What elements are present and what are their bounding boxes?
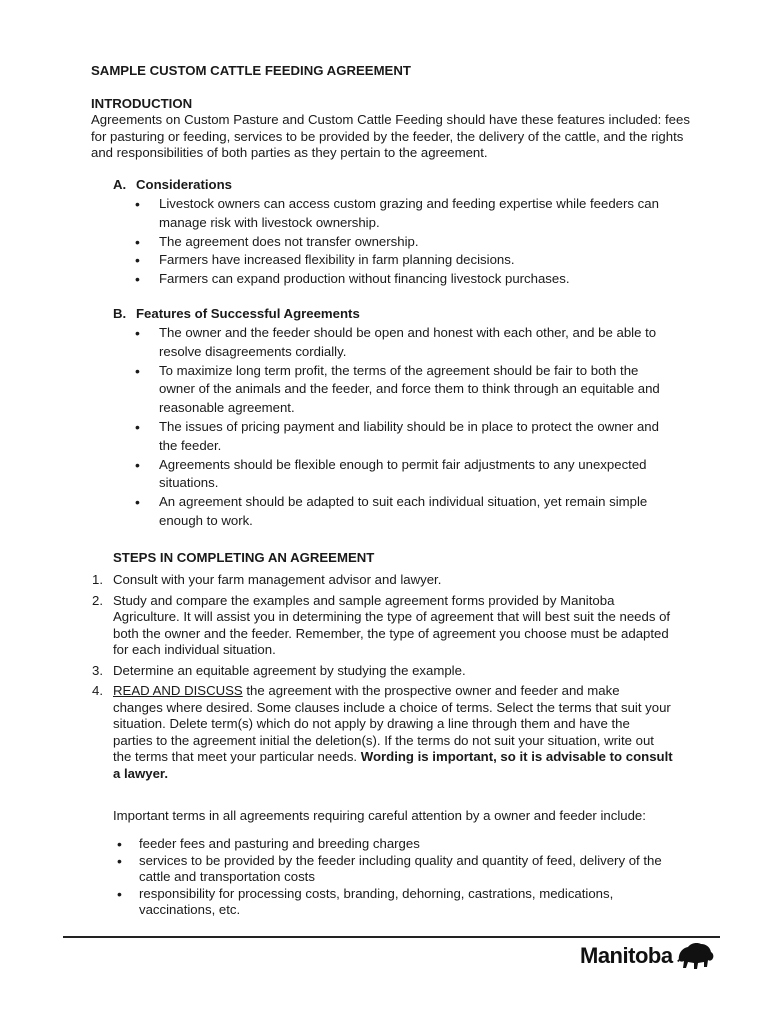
list-item: • feeder fees and pasturing and breeding charges (139, 836, 679, 853)
list-item: • Farmers can expand production without financing livestock purchases. (159, 270, 669, 289)
section-b-title: Features of Successful Agreements (136, 306, 360, 321)
list-item: • To maximize long term profit, the terms of the agreement should be fair to both the owner of the animals and the feeder, and force them to think through an equitable and reasonable agreement. (159, 362, 674, 418)
step-item (92, 572, 673, 589)
step-number: 2. (92, 592, 103, 608)
section-b-letter: B. (113, 306, 127, 321)
list-item: • Farmers have increased flexibility in farm planning decisions. (159, 251, 669, 270)
step-item (92, 662, 673, 680)
step-text: the agreement with the prospective owner and feeder and make changes where desired. Some clauses include a choice of terms. Select the terms that suit your situation. Delete term(s) which do not apply by drawing a line through them and have the parties to the agreement initial the deletion(s). If the terms do not suit your situation, write out the terms that meet your particular needs. (113, 683, 671, 764)
list-item: • services to be provided by the feeder including quality and quantity of feed, delivery of the cattle and transportation costs (139, 853, 679, 886)
step-text: Determine an equitable agreement by studying the example. (113, 662, 466, 678)
step-number: 4. (92, 683, 103, 698)
introduction-heading: INTRODUCTION (91, 96, 193, 111)
important-terms-intro: Important terms in all agreements requiring careful attention by a owner and feeder include: (113, 808, 646, 823)
section-a-heading (113, 177, 232, 194)
footer-divider (63, 936, 720, 938)
step-number: 3. (92, 662, 103, 678)
step-item (92, 592, 673, 659)
document-title: SAMPLE CUSTOM CATTLE FEEDING AGREEMENT (91, 63, 411, 78)
section-b-heading (113, 306, 360, 323)
manitoba-logo (580, 940, 720, 976)
step-item (92, 683, 673, 782)
list-item: • An agreement should be adapted to suit each individual situation, yet remain simple enough to work. (159, 493, 674, 531)
step-number: 1. (92, 572, 103, 587)
list-item: • Agreements should be flexible enough to permit fair adjustments to any unexpected situations. (159, 456, 674, 494)
section-a-list (159, 195, 669, 289)
logo-wordmark: Manitoba (580, 943, 673, 968)
introduction-paragraph: Agreements on Custom Pasture and Custom Cattle Feeding should have these features included: fees for pasturing or feeding, services to be provided by the feeder, the delivery of the cattle, and the rights and responsibilities of both parties as they pertain to the agreement. (91, 112, 690, 160)
important-terms-list-wrap (139, 836, 679, 919)
steps-list (92, 572, 673, 786)
list-item: • responsibility for processing costs, branding, dehorning, castrations, medications, vaccinations, etc. (139, 886, 679, 919)
list-item: • The agreement does not transfer ownership. (159, 233, 669, 252)
step-text: Study and compare the examples and sample agreement forms provided by Manitoba Agriculture. It will assist you in determining the type of agreement that will best suit the needs of both the owner and the feeder. Remember, the type of agreement you choose must be adapted for each individual situation. (113, 592, 671, 657)
section-b-list (159, 324, 674, 531)
list-item: • The issues of pricing payment and liability should be in place to protect the owner and the feeder. (159, 418, 674, 456)
section-a-title: Considerations (136, 177, 232, 192)
step-text: Consult with your farm management advisor and lawyer. (113, 572, 442, 587)
list-item: • The owner and the feeder should be open and honest with each other, and be able to resolve disagreements cordially. (159, 324, 674, 362)
list-item: • Livestock owners can access custom grazing and feeding expertise while feeders can manage risk with livestock ownership. (159, 195, 669, 233)
important-terms-list (139, 836, 679, 919)
step-bold-text: Wording is important, so it is advisable to consult a lawyer. (113, 749, 673, 781)
section-a-letter: A. (113, 177, 127, 192)
step-underlined-text: READ AND DISCUSS (113, 683, 243, 698)
bison-icon (676, 940, 716, 974)
steps-heading: STEPS IN COMPLETING AN AGREEMENT (113, 550, 375, 565)
